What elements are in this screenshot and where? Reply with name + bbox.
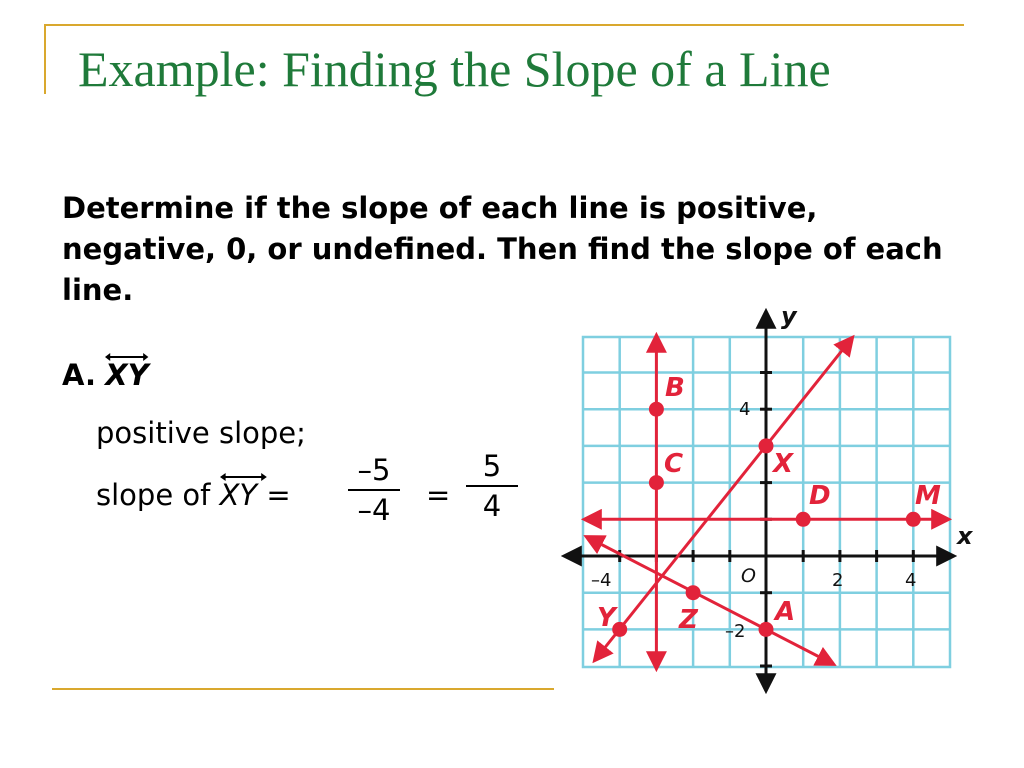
origin-label: O [741, 565, 756, 587]
point-a [759, 622, 774, 637]
point-label-c: C [664, 449, 684, 479]
slope-expression [96, 478, 291, 512]
segment-text: XY [105, 358, 149, 392]
equals-sign-second: = [426, 478, 451, 512]
fraction-denominator: 4 [482, 489, 502, 523]
point-m [906, 512, 921, 527]
bottom-accent-line [52, 688, 554, 690]
slope-description: positive slope; [96, 416, 306, 450]
point-label-a: A [775, 597, 796, 627]
axis-x-label: x [957, 522, 973, 550]
y-tick-label: 4 [739, 399, 751, 420]
line-overbar-icon [220, 472, 267, 482]
left-accent-line [44, 24, 46, 94]
y-tick-label: –2 [725, 621, 746, 642]
x-tick-label: 4 [905, 570, 917, 591]
fraction-denominator: –4 [357, 493, 391, 527]
segment-xy-inline [220, 478, 267, 512]
point-z [686, 585, 701, 600]
axis-y-label: y [781, 302, 797, 330]
part-letter: A. [62, 358, 96, 392]
slide-title: Example: Finding the Slope of a Line [78, 41, 831, 97]
point-label-y: Y [597, 603, 616, 633]
line-overbar-icon [105, 352, 148, 362]
part-a-label [62, 358, 149, 392]
point-c [649, 475, 664, 490]
x-tick-label: 2 [832, 570, 844, 591]
equals-sign: = [266, 478, 291, 512]
fraction-numerator: 5 [482, 449, 502, 483]
point-b [649, 402, 664, 417]
point-label-z: Z [679, 605, 698, 635]
fraction-numerator: –5 [357, 453, 391, 487]
x-tick-label: –4 [591, 570, 612, 591]
fraction-second [466, 448, 518, 524]
fraction-bar [466, 485, 518, 487]
instructions-text: Determine if the slope of each line is positive, negative, 0, or undefined. Then find the slope of each line. [62, 191, 943, 307]
top-accent-line [44, 24, 964, 26]
point-d [796, 512, 811, 527]
segment-xy-label [105, 358, 148, 392]
fraction-bar [348, 489, 400, 491]
point-label-m: M [915, 481, 941, 511]
point-label-x: X [773, 449, 794, 479]
fraction-first [348, 452, 400, 528]
point-x [759, 438, 774, 453]
slope-prefix: slope of [96, 478, 211, 512]
point-label-b: B [665, 373, 685, 403]
segment-text: XY [219, 478, 258, 512]
coordinate-graph [555, 300, 985, 700]
point-label-d: D [809, 481, 831, 511]
